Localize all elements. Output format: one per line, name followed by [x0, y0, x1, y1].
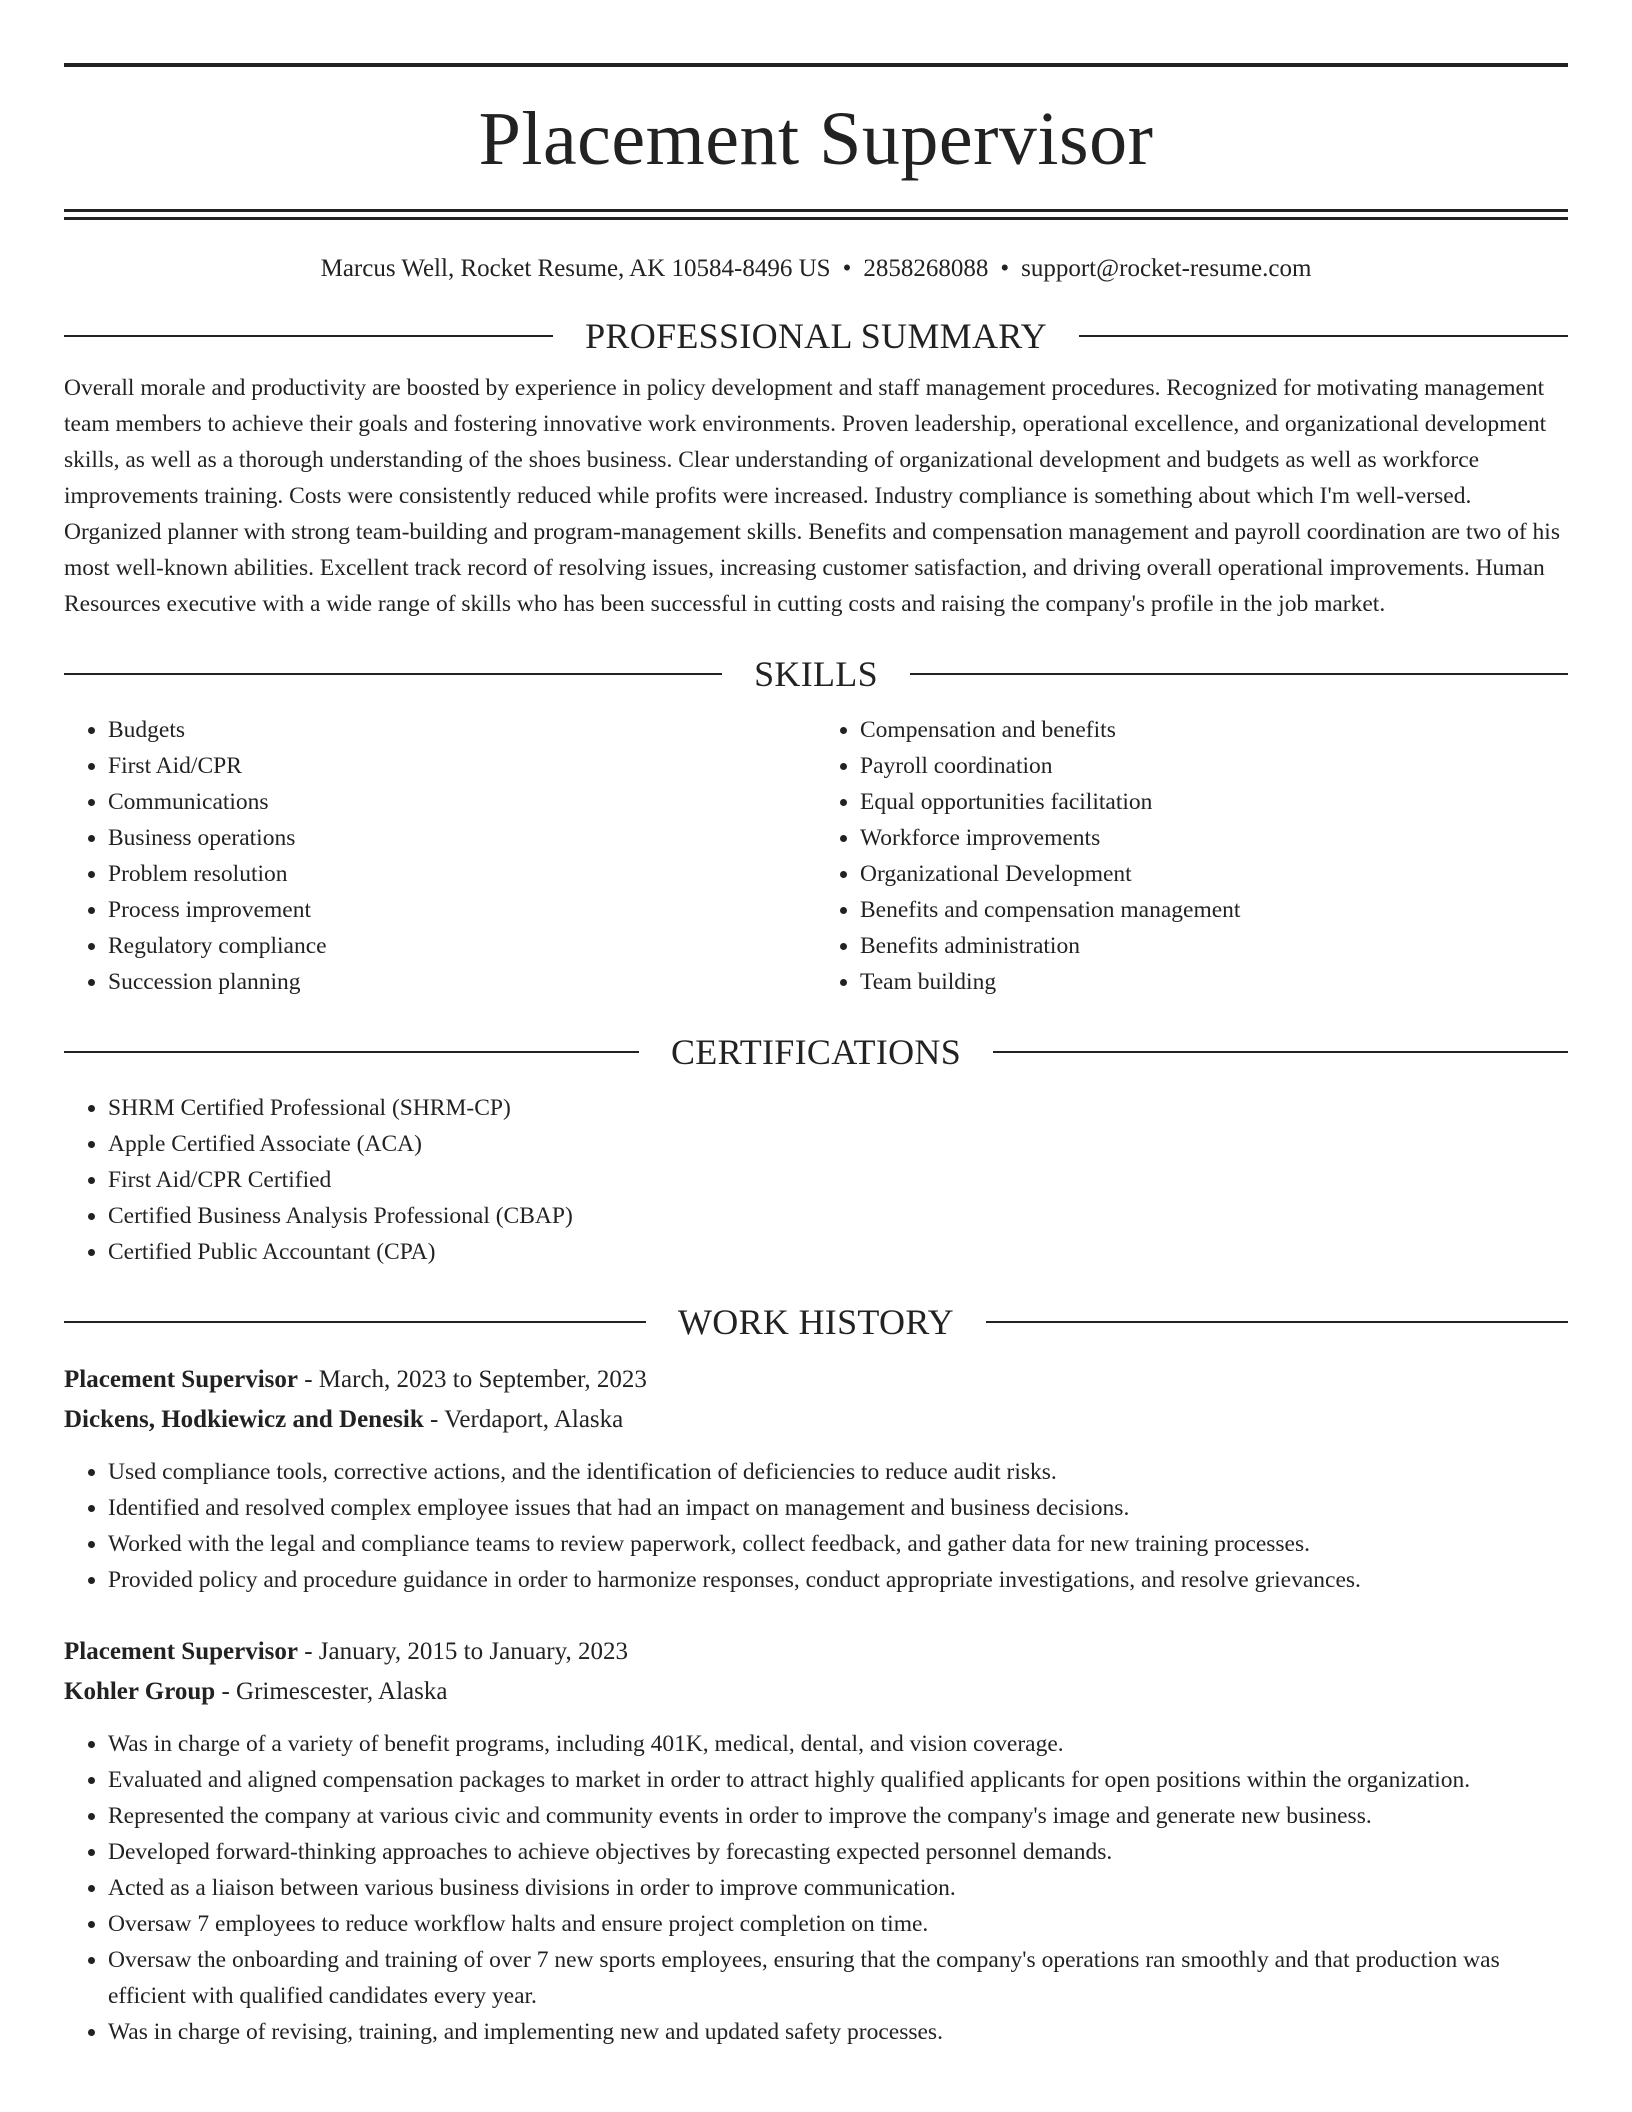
skill-item: • Compensation and benefits	[860, 712, 1568, 748]
skill-item: • Team building	[860, 964, 1568, 1000]
job-duty-item: • Oversaw 7 employees to reduce workflow halts and ensure project completion on time.	[108, 1906, 1568, 1942]
heading-rule-left	[64, 673, 722, 675]
certifications-list	[64, 1090, 1568, 1270]
skill-item: • Budgets	[108, 712, 816, 748]
section-heading-skills	[64, 656, 1568, 692]
job-duties-list	[64, 1454, 1568, 1598]
section-title: PROFESSIONAL SUMMARY	[585, 316, 1047, 356]
job-company: Kohler Group	[64, 1678, 216, 1705]
skill-item: • Succession planning	[108, 964, 816, 1000]
heading-rule-right	[986, 1321, 1568, 1323]
job-duty-item: • Oversaw the onboarding and training of over 7 new sports employees, ensuring that the company's operations ran smoothly and that production was efficient with qualified candidates every year.	[108, 1942, 1568, 2014]
job-dates: - March, 2023 to September, 2023	[297, 1366, 647, 1393]
job-location: - Verdaport, Alaska	[423, 1406, 624, 1433]
contact-separator: •	[1000, 255, 1010, 282]
heading-rule-left	[64, 335, 553, 337]
section-title: CERTIFICATIONS	[670, 1032, 962, 1072]
top-rule	[64, 63, 1568, 67]
title-double-rule	[64, 209, 1568, 220]
summary-paragraph: Overall morale and productivity are boosted by experience in policy development and staff management procedures. Recognized for motivating management team members to achieve their goals and fostering innovative work environments. Proven leadership, operational excellence, and organizational development skills, as well as a thorough understanding of the shoes business. Clear understanding of organizational development and budgets as well as workforce improvements training. Costs were consistently reduced while profits were increased. Industry compliance is something about which I'm well-versed. Organized planner with strong team-building and program-management skills. Benefits and compensation management and payroll coordination are two of his most well-known abilities. Excellent track record of resolving issues, increasing customer satisfaction, and driving overall operational improvements. Human Resources executive with a wide range of skills who has been successful in cutting costs and raising the company's profile in the job market.	[64, 375, 1560, 617]
certification-item: • SHRM Certified Professional (SHRM-CP)	[108, 1090, 1568, 1126]
section-heading-work-history	[64, 1304, 1568, 1340]
contact-phone: 2858268088	[863, 255, 989, 282]
job-company: Dickens, Hodkiewicz and Denesik	[64, 1406, 424, 1433]
section-heading-certifications	[64, 1034, 1568, 1070]
heading-rule-right	[993, 1051, 1568, 1053]
skill-item: • Business operations	[108, 820, 816, 856]
job-company-line	[64, 1400, 1568, 1440]
section-title: SKILLS	[754, 654, 878, 694]
certification-item: • Certified Public Accountant (CPA)	[108, 1234, 1568, 1270]
job-duty-item: • Acted as a liaison between various business divisions in order to improve communication.	[108, 1870, 1568, 1906]
job-duty-item: • Developed forward-thinking approaches to achieve objectives by forecasting expected personnel demands.	[108, 1834, 1568, 1870]
skill-item: • First Aid/CPR	[108, 748, 816, 784]
contact-address: Marcus Well, Rocket Resume, AK 10584-8496 US	[320, 255, 831, 282]
skill-item: • Workforce improvements	[860, 820, 1568, 856]
heading-rule-right	[910, 673, 1568, 675]
job-entry	[64, 1360, 1568, 1598]
job-duty-item: • Was in charge of revising, training, and implementing new and updated safety processes.	[108, 2014, 1568, 2050]
job-duty-item: • Identified and resolved complex employee issues that had an impact on management and business decisions.	[108, 1490, 1568, 1526]
job-duty-item: • Used compliance tools, corrective actions, and the identification of deficiencies to reduce audit risks.	[108, 1454, 1568, 1490]
job-dates: - January, 2015 to January, 2023	[297, 1638, 629, 1665]
skills-list-right	[816, 712, 1568, 1000]
job-location: - Grimescester, Alaska	[215, 1678, 448, 1705]
certification-item: • Apple Certified Associate (ACA)	[108, 1126, 1568, 1162]
skill-item: • Payroll coordination	[860, 748, 1568, 784]
contact-line	[64, 254, 1568, 284]
job-duty-item: • Provided policy and procedure guidance in order to harmonize responses, conduct appropriate investigations, and resolve grievances.	[108, 1562, 1568, 1598]
skill-item: • Problem resolution	[108, 856, 816, 892]
job-company-line	[64, 1672, 1568, 1712]
heading-rule-right	[1079, 335, 1568, 337]
skill-item: • Communications	[108, 784, 816, 820]
section-title: WORK HISTORY	[678, 1302, 954, 1342]
skill-item: • Benefits administration	[860, 928, 1568, 964]
certification-item: • First Aid/CPR Certified	[108, 1162, 1568, 1198]
job-duties-list	[64, 1726, 1568, 2050]
contact-separator: •	[842, 255, 852, 282]
certification-item: • Certified Business Analysis Professional (CBAP)	[108, 1198, 1568, 1234]
job-duty-item: • Was in charge of a variety of benefit programs, including 401K, medical, dental, and vision coverage.	[108, 1726, 1568, 1762]
section-heading-summary	[64, 318, 1568, 354]
page-title: Placement Supervisor	[478, 97, 1154, 181]
job-entry	[64, 1632, 1568, 2050]
job-title-line	[64, 1360, 1568, 1400]
job-title-line	[64, 1632, 1568, 1672]
job-duty-item: • Represented the company at various civic and community events in order to improve the company's image and generate new business.	[108, 1798, 1568, 1834]
skill-item: • Benefits and compensation management	[860, 892, 1568, 928]
job-title: Placement Supervisor	[64, 1638, 298, 1665]
skills-grid	[64, 712, 1568, 1000]
skill-item: • Regulatory compliance	[108, 928, 816, 964]
job-title: Placement Supervisor	[64, 1366, 298, 1393]
heading-rule-left	[64, 1051, 639, 1053]
skill-item: • Organizational Development	[860, 856, 1568, 892]
heading-rule-left	[64, 1321, 646, 1323]
job-duty-item: • Worked with the legal and compliance teams to review paperwork, collect feedback, and gather data for new training processes.	[108, 1526, 1568, 1562]
contact-email: support@rocket-resume.com	[1021, 255, 1312, 282]
skills-list-left	[64, 712, 816, 1000]
job-duty-item: • Evaluated and aligned compensation packages to market in order to attract highly qualified applicants for open positions within the organization.	[108, 1762, 1568, 1798]
skill-item: • Process improvement	[108, 892, 816, 928]
skill-item: • Equal opportunities facilitation	[860, 784, 1568, 820]
